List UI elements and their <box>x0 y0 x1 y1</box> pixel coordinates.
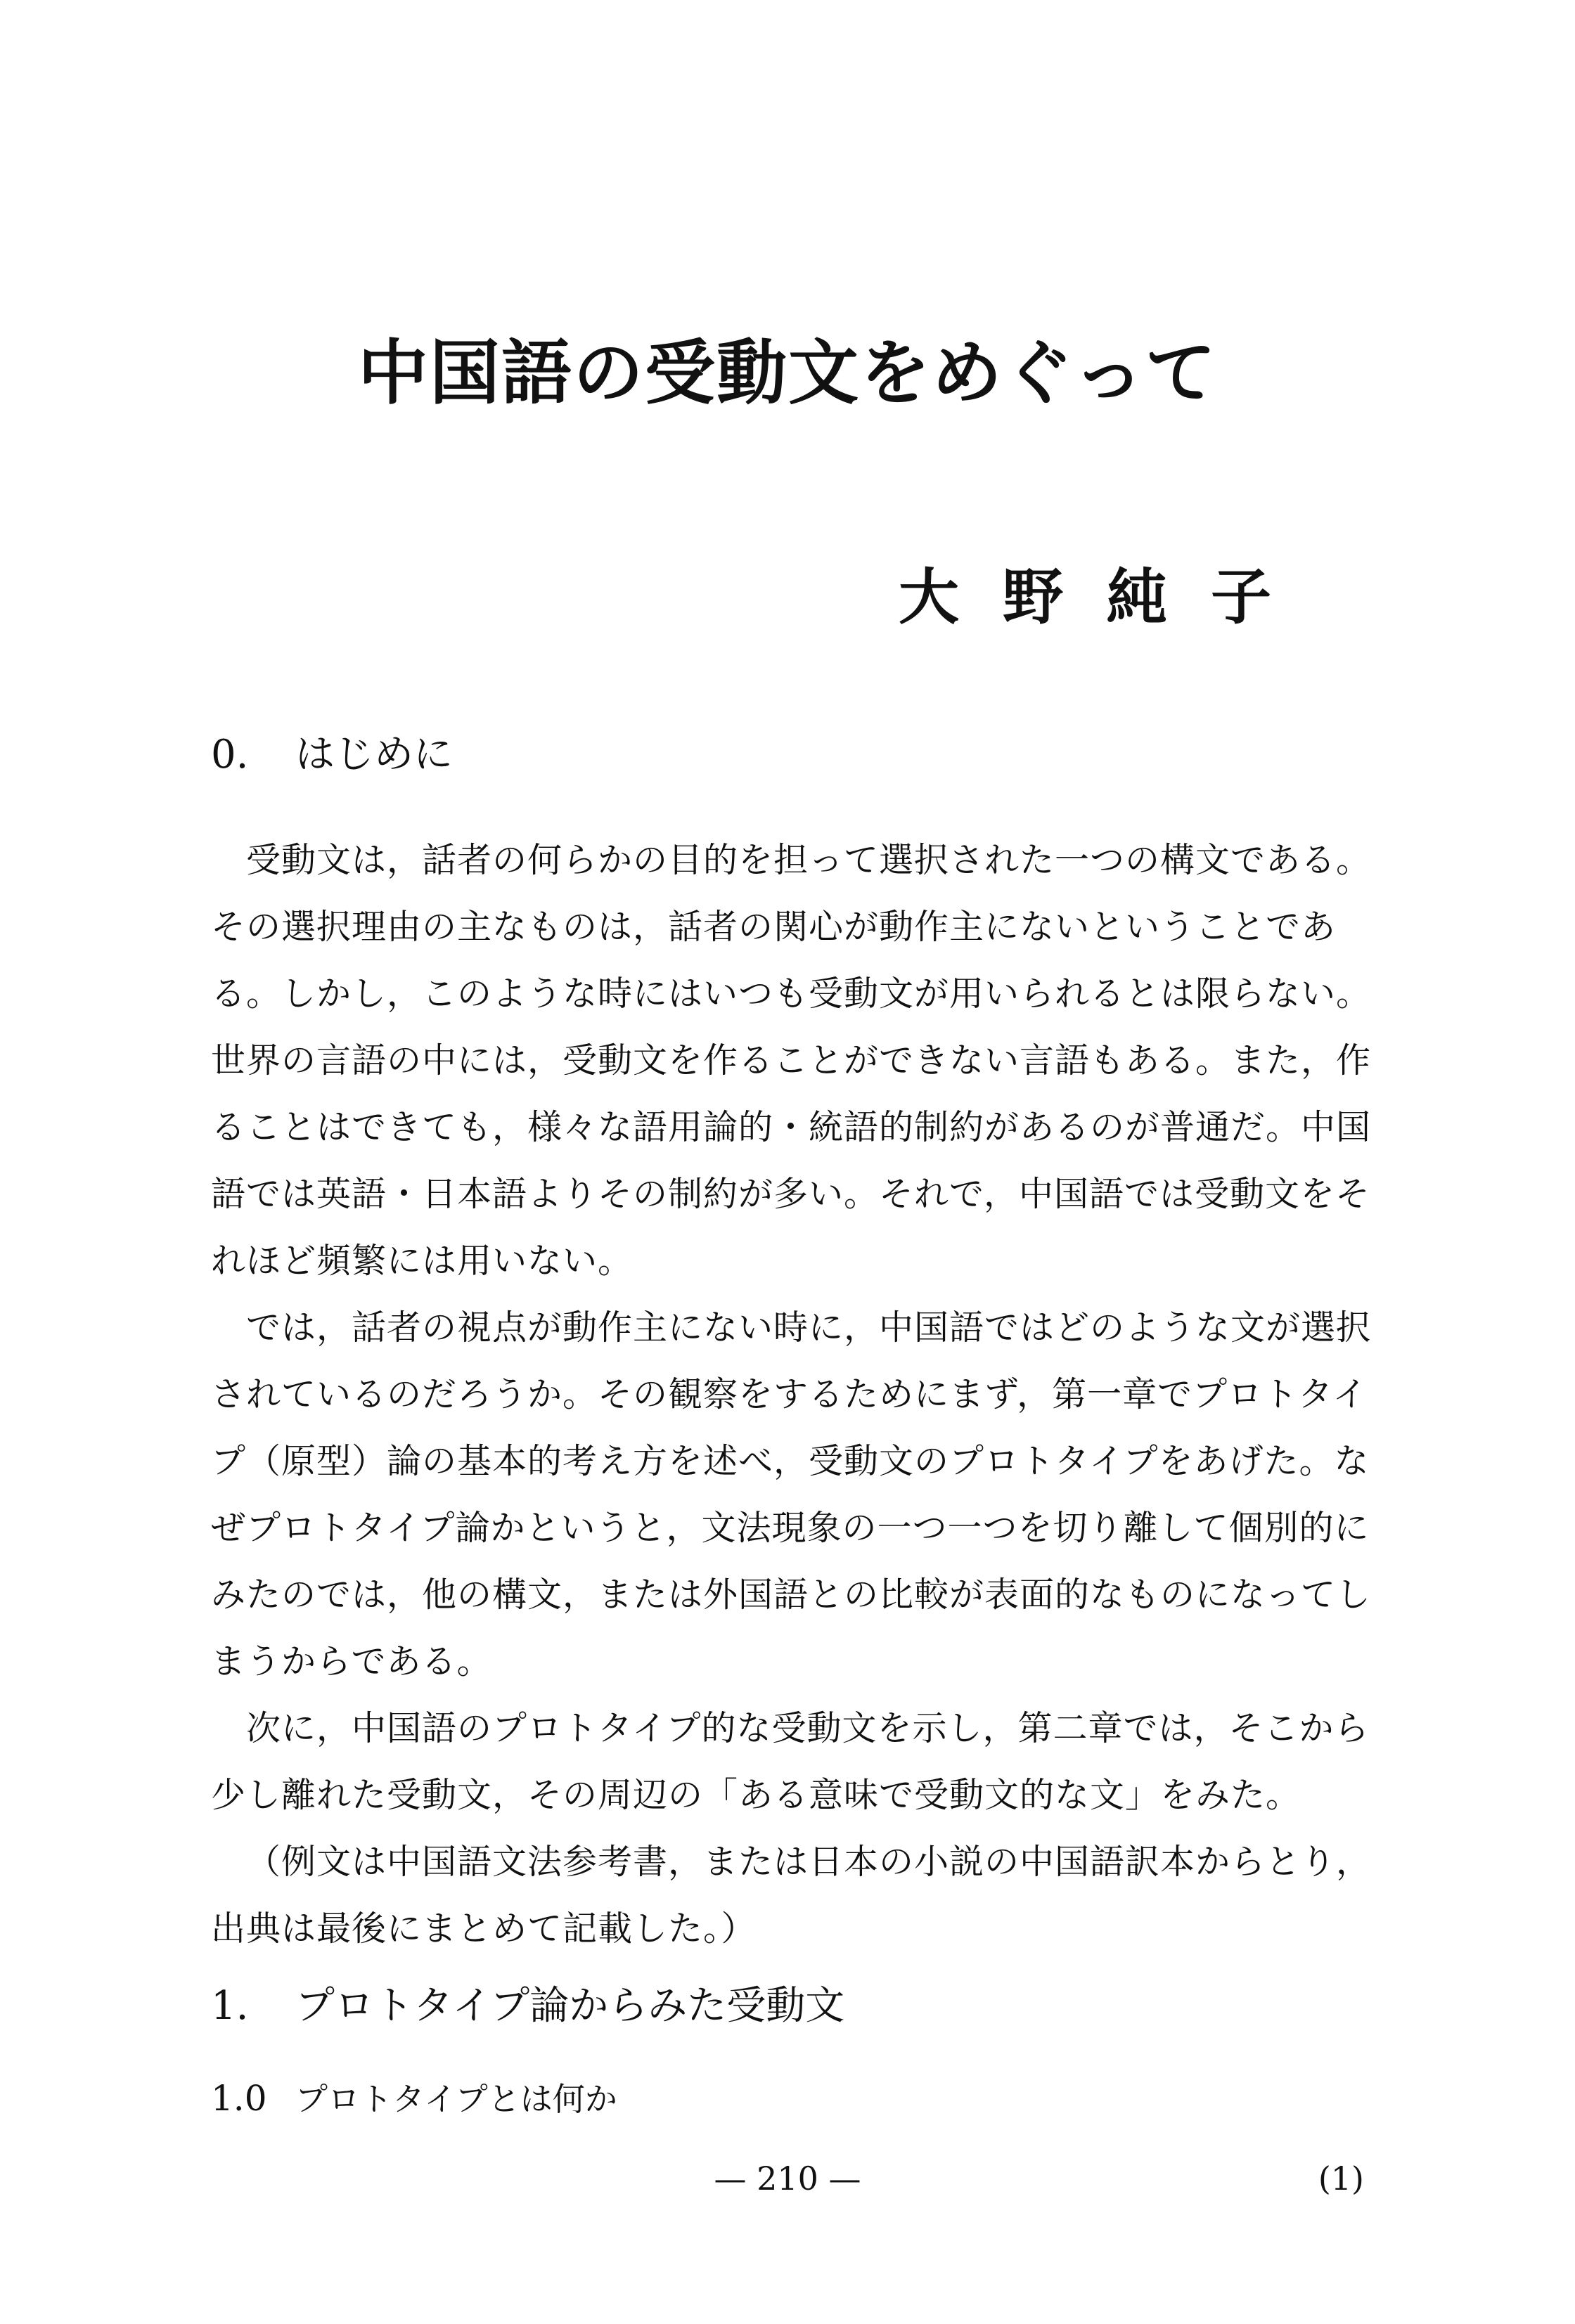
sequence-number: (1) <box>1318 2160 1364 2197</box>
subsection-heading-1-0 <box>211 2077 617 2119</box>
section-heading-1 <box>211 1982 844 2029</box>
section-number: 1. <box>211 1983 249 2029</box>
paper-title: 中国語の受動文をめぐって <box>358 331 1217 414</box>
author-name: 大野純子 <box>899 562 1315 633</box>
paragraph-4: （例文は中国語文法参考書，または日本の小説の中国語訳本からとり，出典は最後にまとめて記載した。） <box>211 1842 1372 1949</box>
body-text <box>211 827 1385 1962</box>
paragraph-2: では，話者の視点が動作主にない時に，中国語ではどのような文が選択されているのだろうか。その観察をするためにまず，第一章でプロトタイプ（原型）論の基本的考え方を述べ，受動文のプロトタイプをあげた。なぜプロトタイプ論かというと，文法現象の一つ一つを切り離して個別的にみたのでは，他の構文，または外国語との比較が表面的なものになってしまうからである。 <box>211 1308 1372 1681</box>
section-heading-0 <box>211 731 453 778</box>
page-number: — 210 — <box>714 2160 861 2197</box>
subsection-number: 1.0 <box>211 2078 267 2119</box>
paragraph-1: 受動文は，話者の何らかの目的を担って選択された一つの構文である。その選択理由の主なものは，話者の関心が動作主にないということである。しかし，このような時にはいつも受動文が用いられるとは限らない。世界の言語の中には，受動文を作ることができない言語もある。また，作ることはできても，様々な語用論的・統語的制約があるのが普通だ。中国語では英語・日本語よりその制約が多い。それで，中国語では受動文をそれほど頻繁には用いない。 <box>211 840 1372 1281</box>
section-title: はじめに <box>295 732 453 777</box>
section-number: 0. <box>211 732 249 777</box>
subsection-title: プロトタイプとは何か <box>295 2080 617 2118</box>
section-title: プロトタイプ論からみた受動文 <box>295 1983 845 2029</box>
paragraph-3: 次に，中国語のプロトタイプ的な受動文を示し，第二章では，そこから少し離れた受動文，その周辺の「ある意味で受動文的な文」をみた。 <box>211 1708 1370 1815</box>
